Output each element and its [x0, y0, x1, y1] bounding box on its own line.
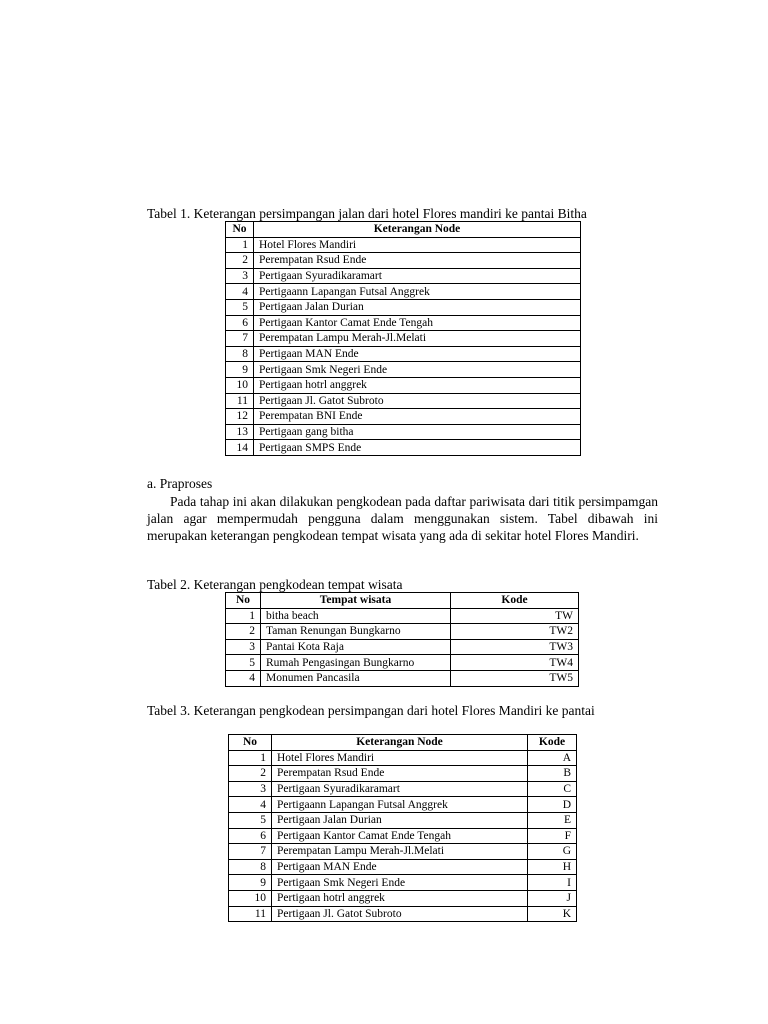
table3-cell-kode: F: [528, 828, 577, 844]
table2-cell-no: 1: [226, 608, 261, 624]
section-a-paragraph-text: Pada tahap ini akan dilakukan pengkodean pada daftar pariwisata dari titik persimpamgan jalan agar mempermudah pengguna dalam menggunakan sistem. Tabel dibawah ini merupakan keterangan pengkodean tempat wisata yang ada di sekitar hotel Flores Mandiri.: [147, 494, 658, 543]
table2-row: [226, 655, 579, 671]
table1-row: [226, 315, 581, 331]
table1-cell-no: 7: [226, 331, 254, 347]
table2-caption: Tabel 2. Keterangan pengkodean tempat wisata: [147, 577, 403, 592]
table3-caption-text: Tabel 3. Keterangan pengkodean persimpangan dari hotel Flores Mandiri ke pantai: [147, 703, 595, 718]
table1-cell-node: Pertigaan SMPS Ende: [254, 440, 581, 456]
table3-row: [229, 906, 577, 922]
table1-cell-no: 6: [226, 315, 254, 331]
table1-cell-node: Pertigaan hotrl anggrek: [254, 377, 581, 393]
table1-row: [226, 409, 581, 425]
table1-cell-node: Pertigaan Jalan Durian: [254, 299, 581, 315]
table3-cell-kode: I: [528, 875, 577, 891]
table2-cell-no: 5: [226, 655, 261, 671]
table1-cell-node: Pertigaan Jl. Gatot Subroto: [254, 393, 581, 409]
table2-cell-no: 2: [226, 624, 261, 640]
table1-row: [226, 331, 581, 347]
table3-cell-node: Hotel Flores Mandiri: [272, 750, 528, 766]
table2-cell-kode: TW2: [451, 624, 579, 640]
table1-cell-no: 2: [226, 253, 254, 269]
table3-row: [229, 859, 577, 875]
table3: [228, 734, 577, 922]
table1-cell-node: Pertigaann Lapangan Futsal Anggrek: [254, 284, 581, 300]
table2-cell-place: Rumah Pengasingan Bungkarno: [261, 655, 451, 671]
table3-cell-no: 6: [229, 828, 272, 844]
table1-cell-no: 12: [226, 409, 254, 425]
table3-cell-kode: A: [528, 750, 577, 766]
table3-cell-kode: B: [528, 766, 577, 782]
table1-cell-node: Perempatan BNI Ende: [254, 409, 581, 425]
table1: [225, 221, 581, 456]
table3-cell-no: 3: [229, 781, 272, 797]
table1-cell-node: Hotel Flores Mandiri: [254, 237, 581, 253]
table3-row: [229, 766, 577, 782]
table1-cell-node: Pertigaan MAN Ende: [254, 346, 581, 362]
table3-cell-node: Pertigaan Kantor Camat Ende Tengah: [272, 828, 528, 844]
table3-cell-kode: E: [528, 812, 577, 828]
table2-cell-no: 3: [226, 639, 261, 655]
table3-cell-no: 1: [229, 750, 272, 766]
table3-cell-node: Pertigaan Jl. Gatot Subroto: [272, 906, 528, 922]
table1-row: [226, 393, 581, 409]
table2-row: [226, 624, 579, 640]
table1-cell-no: 14: [226, 440, 254, 456]
table1-cell-node: Pertigaan Syuradikaramart: [254, 268, 581, 284]
table3-cell-kode: C: [528, 781, 577, 797]
table3-cell-no: 11: [229, 906, 272, 922]
table1-header-no: No: [226, 222, 254, 238]
table2-header-row: [226, 593, 579, 609]
table3-row: [229, 875, 577, 891]
table1-cell-no: 1: [226, 237, 254, 253]
table2-cell-kode: TW4: [451, 655, 579, 671]
table3-row: [229, 750, 577, 766]
table3-cell-node: Pertigaan Syuradikaramart: [272, 781, 528, 797]
table1-row: [226, 253, 581, 269]
table2: [225, 592, 579, 687]
table1-header-node: Keterangan Node: [254, 222, 581, 238]
table3-row: [229, 890, 577, 906]
table3-cell-kode: K: [528, 906, 577, 922]
table3-row: [229, 812, 577, 828]
table2-cell-no: 4: [226, 670, 261, 686]
table1-row: [226, 299, 581, 315]
table3-header-no: No: [229, 735, 272, 751]
table3-cell-node: Pertigaan hotrl anggrek: [272, 890, 528, 906]
table3-caption: [147, 702, 658, 719]
table1-cell-no: 5: [226, 299, 254, 315]
table3-cell-no: 10: [229, 890, 272, 906]
table1-cell-no: 3: [226, 268, 254, 284]
table2-cell-kode: TW5: [451, 670, 579, 686]
table1-cell-node: Perempatan Lampu Merah-Jl.Melati: [254, 331, 581, 347]
table2-header-kode: Kode: [451, 593, 579, 609]
table3-header-kode: Kode: [528, 735, 577, 751]
table1-row: [226, 362, 581, 378]
table1-row: [226, 377, 581, 393]
table2-cell-kode: TW: [451, 608, 579, 624]
table2-cell-place: bitha beach: [261, 608, 451, 624]
table2-row: [226, 608, 579, 624]
table3-cell-kode: G: [528, 844, 577, 860]
table3-cell-node: Perempatan Lampu Merah-Jl.Melati: [272, 844, 528, 860]
table1-row: [226, 346, 581, 362]
table3-cell-no: 8: [229, 859, 272, 875]
table3-header-row: [229, 735, 577, 751]
section-a-paragraph: [147, 493, 658, 544]
table3-cell-no: 2: [229, 766, 272, 782]
table1-header-row: [226, 222, 581, 238]
table1-caption: Tabel 1. Keterangan persimpangan jalan dari hotel Flores mandiri ke pantai Bitha: [147, 206, 587, 221]
table1-cell-node: Pertigaan Kantor Camat Ende Tengah: [254, 315, 581, 331]
table2-header-no: No: [226, 593, 261, 609]
table1-row: [226, 268, 581, 284]
table3-row: [229, 844, 577, 860]
table1-cell-no: 9: [226, 362, 254, 378]
table2-header-place: Tempat wisata: [261, 593, 451, 609]
table2-row: [226, 639, 579, 655]
table2-cell-place: Taman Renungan Bungkarno: [261, 624, 451, 640]
table3-cell-node: Pertigaan MAN Ende: [272, 859, 528, 875]
table1-cell-no: 8: [226, 346, 254, 362]
table1-cell-no: 13: [226, 424, 254, 440]
table2-row: [226, 670, 579, 686]
table3-row: [229, 781, 577, 797]
table1-cell-node: Pertigaan Smk Negeri Ende: [254, 362, 581, 378]
table3-header-node: Keterangan Node: [272, 735, 528, 751]
table1-cell-node: Pertigaan gang bitha: [254, 424, 581, 440]
table3-cell-node: Pertigaan Smk Negeri Ende: [272, 875, 528, 891]
table3-cell-no: 9: [229, 875, 272, 891]
table3-cell-kode: J: [528, 890, 577, 906]
table3-cell-node: Pertigaann Lapangan Futsal Anggrek: [272, 797, 528, 813]
table1-row: [226, 424, 581, 440]
table3-cell-node: Pertigaan Jalan Durian: [272, 812, 528, 828]
table1-cell-node: Perempatan Rsud Ende: [254, 253, 581, 269]
table1-cell-no: 10: [226, 377, 254, 393]
table2-cell-place: Monumen Pancasila: [261, 670, 451, 686]
table3-row: [229, 828, 577, 844]
table3-row: [229, 797, 577, 813]
table1-row: [226, 237, 581, 253]
table2-cell-place: Pantai Kota Raja: [261, 639, 451, 655]
table1-cell-no: 4: [226, 284, 254, 300]
table3-cell-kode: H: [528, 859, 577, 875]
table3-cell-kode: D: [528, 797, 577, 813]
table3-cell-no: 7: [229, 844, 272, 860]
table2-cell-kode: TW3: [451, 639, 579, 655]
table3-cell-node: Perempatan Rsud Ende: [272, 766, 528, 782]
table3-cell-no: 4: [229, 797, 272, 813]
table1-row: [226, 284, 581, 300]
table1-cell-no: 11: [226, 393, 254, 409]
table1-row: [226, 440, 581, 456]
section-a-heading: a. Praproses: [147, 476, 213, 491]
table3-cell-no: 5: [229, 812, 272, 828]
